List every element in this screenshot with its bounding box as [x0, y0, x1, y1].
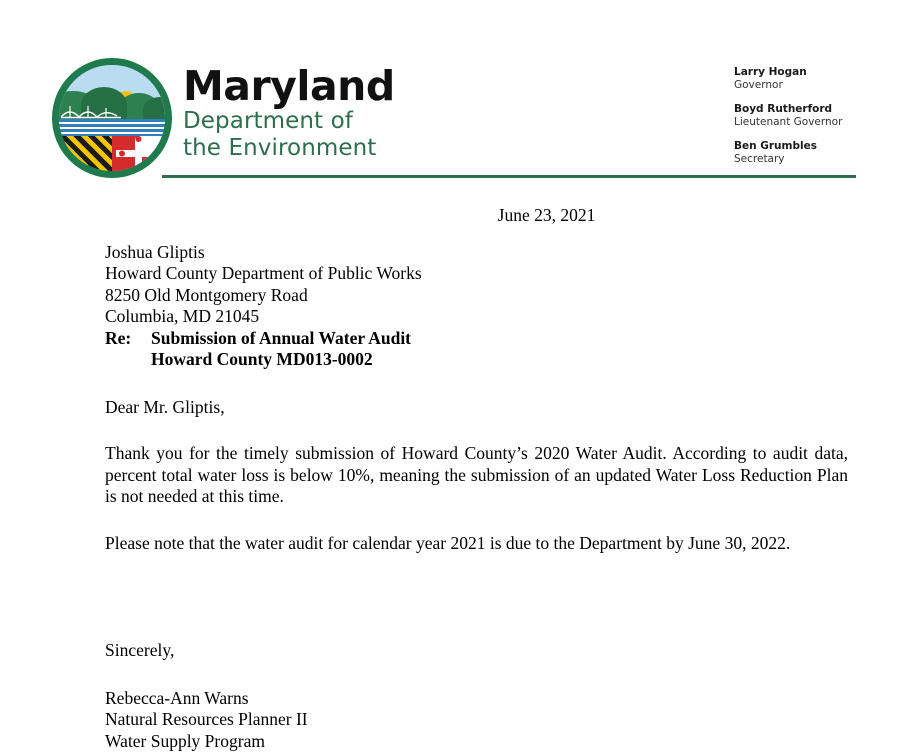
official-name: Boyd Rutherford	[734, 103, 894, 116]
letter-body	[105, 205, 848, 752]
seal-inner	[59, 65, 165, 171]
seal-wave	[59, 122, 165, 124]
official-title: Lieutenant Governor	[734, 116, 894, 129]
maryland-department-of-environment-seal-icon	[52, 58, 172, 178]
official-entry	[734, 140, 894, 166]
official-name: Larry Hogan	[734, 66, 894, 79]
recipient-city-state-zip: Columbia, MD 21045	[105, 306, 848, 328]
wordmark-department-line1: Department of	[183, 108, 395, 135]
officials-list	[734, 66, 894, 166]
official-entry	[734, 66, 894, 92]
subject-label: Re:	[105, 328, 151, 350]
seal-wave	[59, 132, 165, 134]
letterhead	[0, 0, 904, 192]
signer-program: Water Supply Program	[105, 731, 848, 752]
seal-water	[59, 119, 165, 137]
official-title: Governor	[734, 79, 894, 92]
subject-block	[105, 328, 848, 371]
recipient-street: 8250 Old Montgomery Road	[105, 285, 848, 307]
agency-wordmark	[183, 64, 395, 162]
signer-name: Rebecca-Ann Warns	[105, 688, 848, 710]
wordmark-department-line2: the Environment	[183, 135, 395, 162]
body-paragraph-1: Thank you for the timely submission of Howard County’s 2020 Water Audit. According to audit data, percent total water loss is below 10%, meaning the submission of an updated Water Loss Reduction Plan is not needed at this time.	[105, 443, 848, 508]
official-name: Ben Grumbles	[734, 140, 894, 153]
crossland-quadrant	[112, 136, 165, 171]
body-paragraph-2: Please note that the water audit for calendar year 2021 is due to the Department by June 30, 2022.	[105, 533, 848, 555]
recipient-organization: Howard County Department of Public Works	[105, 263, 848, 285]
recipient-address-block	[105, 242, 848, 328]
official-entry	[734, 103, 894, 129]
seal-wave	[59, 127, 165, 129]
subject-row	[105, 349, 848, 371]
letter-date: June 23, 2021	[105, 205, 848, 227]
letterhead-divider	[162, 175, 856, 178]
official-title: Secretary	[734, 153, 894, 166]
recipient-name: Joshua Gliptis	[105, 242, 848, 264]
salutation: Dear Mr. Gliptis,	[105, 397, 848, 419]
wordmark-maryland: Maryland	[183, 64, 395, 108]
signer-title: Natural Resources Planner II	[105, 709, 848, 731]
closing-salutation: Sincerely,	[105, 640, 848, 662]
subject-row	[105, 328, 848, 350]
signature-block	[105, 688, 848, 752]
calvert-quadrant	[59, 136, 112, 171]
subject-line-1: Submission of Annual Water Audit	[151, 328, 848, 350]
maryland-flag-icon	[59, 136, 165, 171]
subject-line-2: Howard County MD013-0002	[151, 349, 848, 371]
